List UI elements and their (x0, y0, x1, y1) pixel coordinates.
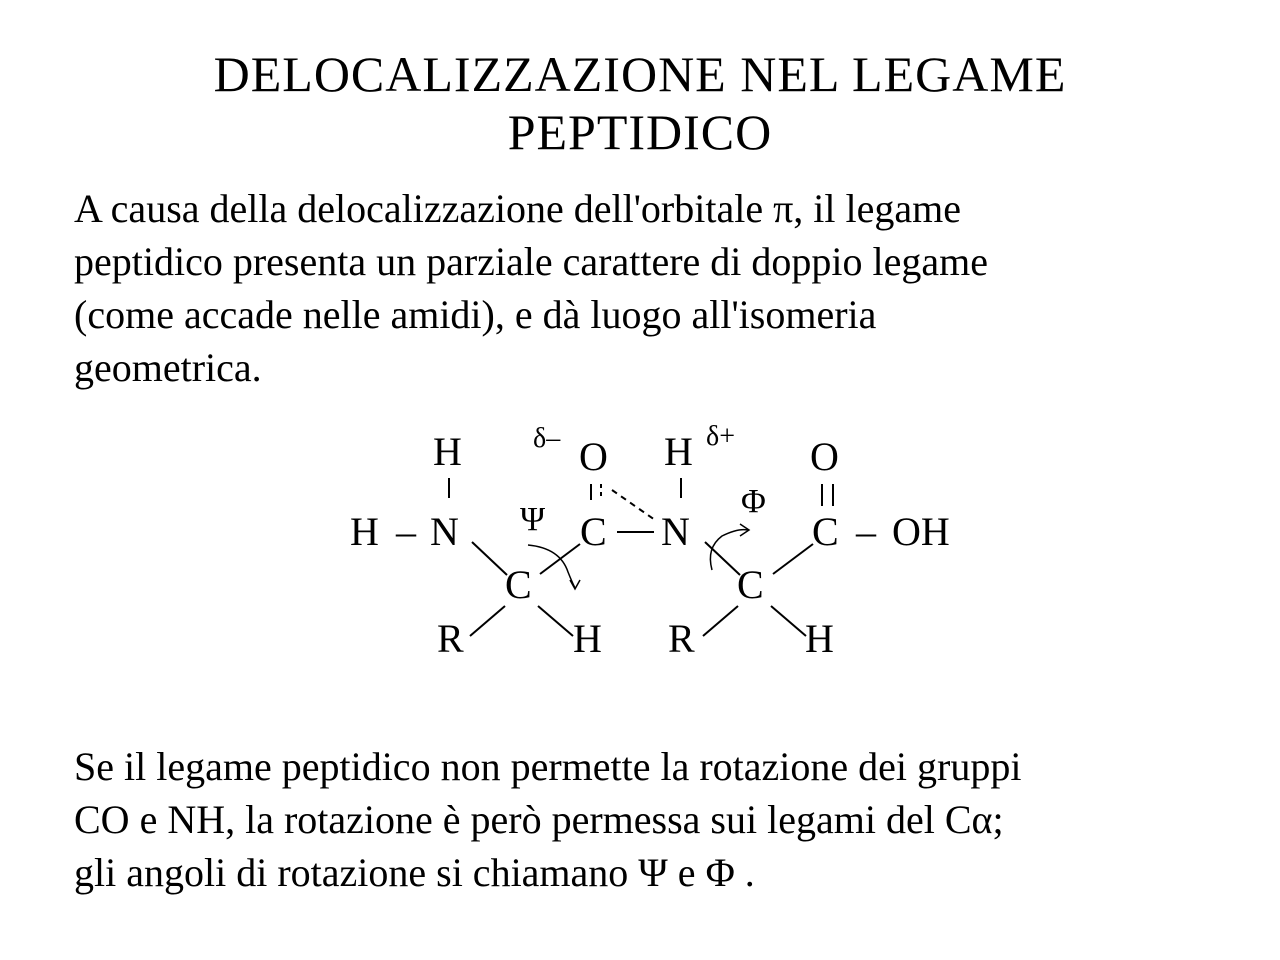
atom-oh: OH (892, 509, 950, 554)
atom-r-left: R (437, 616, 464, 661)
atom-h-top-left: H (433, 429, 462, 474)
bond-cn-delocalized (612, 490, 655, 520)
bond-dash-right: – (856, 509, 876, 554)
bond-calpha-r-right (703, 606, 738, 636)
atom-o-carbonyl: O (579, 434, 608, 479)
atom-c-alpha-right: C (737, 562, 764, 607)
bond-calpha-c-carboxyl (773, 544, 813, 574)
title-line-2: PEPTIDICO (507, 104, 773, 160)
intro-line-4: geometrica. (74, 345, 262, 390)
bond-calpha-h-left (538, 606, 573, 636)
rotation-arrows (528, 524, 749, 589)
psi-symbol: Ψ (520, 501, 546, 538)
bond-lines (449, 478, 833, 636)
atom-n-middle: N (661, 509, 690, 554)
atom-c-alpha-left: C (505, 562, 532, 607)
bond-calpha-h-right (771, 606, 806, 636)
bond-n-calpha-left (472, 542, 507, 575)
delta-plus-charge: δ+ (706, 421, 735, 452)
atom-c-carbonyl: C (580, 509, 607, 554)
atom-n-left: N (430, 509, 459, 554)
atom-h-bottom-right: H (805, 616, 834, 661)
title-line-1: DELOCALIZZAZIONE NEL LEGAME (213, 46, 1067, 102)
phi-symbol: Φ (741, 483, 766, 520)
intro-line-3: (come accade nelle amidi), e dà luogo all'isomeria (74, 292, 877, 337)
intro-line-1: A causa della delocalizzazione dell'orbitale π, il legame (74, 186, 961, 231)
atom-h-bottom-left: H (573, 616, 602, 661)
atom-r-right: R (668, 616, 695, 661)
rotation-paragraph (74, 740, 1254, 899)
bond-dash-left: – (396, 509, 416, 554)
delta-minus-charge: δ– (533, 423, 561, 454)
atom-o-carboxyl: O (810, 434, 839, 479)
rotation-line-3: gli angoli di rotazione si chiamano Ψ e Φ . (74, 850, 755, 895)
psi-arrowhead (570, 580, 580, 589)
bond-calpha-r-left (470, 606, 505, 636)
atom-h-top-middle: H (664, 429, 693, 474)
rotation-line-2: CO e NH, la rotazione è però permessa sui legami del Cα; (74, 797, 1004, 842)
atom-c-carboxyl: C (812, 509, 839, 554)
intro-line-2: peptidico presenta un parziale carattere di doppio legame (74, 239, 989, 284)
atom-h-left: H (350, 509, 379, 554)
rotation-line-1: Se il legame peptidico non permette la rotazione dei gruppi (74, 744, 1022, 789)
